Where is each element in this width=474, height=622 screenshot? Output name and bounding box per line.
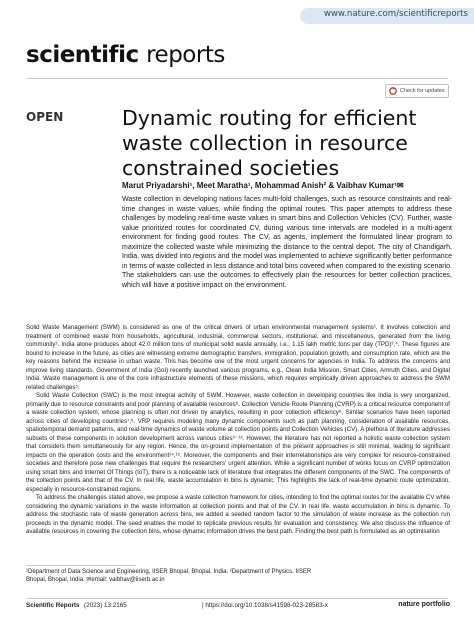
page-footer [26, 600, 450, 612]
footer-doi-link[interactable]: | https://doi.org/10.1038/s41598-023-28583-x [202, 602, 328, 609]
footer-journal: Scientific Reports [26, 602, 80, 609]
journal-logo[interactable] [26, 42, 225, 68]
refresh-icon [389, 87, 397, 95]
article-body [26, 324, 450, 537]
body-paragraph: To address the challenges stated above, we propose a waste collection framework for cities, intending to find the optimal routes for the available CV while considering the dynamic variations in the waste information at collection points and that of the CV. In real life, waste accumulation in bins is dynamic. To address the stochastic rate of waste generation across bins, we added a seeded random factor to the simulation of waste increase as the collection run proceeds in the dynamic model. The seed enables the model to replicate previous results for evaluation and consistency. We also discuss the influence of available resources in covering the collection bins, whose dynamic information drives the best path. Finding the best path is formulated as an optimisation [26, 494, 450, 535]
body-paragraph: Solid Waste Management (SWM) is considered as one of the critical drivers of urban environmental management systems¹. It involves collection and treatment of combined waste from households, agricultural, industrial, commercial sectors, institutional, and miscellaneous, generated from the living community². India alone produces about 42.0 million tons of municipal solid waste annually, i.e., 1.15 lakh metric tons per day (TPD)³,⁴. These figures are bound to increase in the future, as cities are witnessing extreme demographic transfers, immigration, population growth, and consumption rate, which are the key reasons behind the increase in urban waste. This has become one of the most urgent concerns for agencies in India. To address the concerns and improve living standards, Government of India (GoI) recently launched various programs, e.g., Clean India Mission, Smart Cities, Amruth Cities, and Digital India. Waste management is one of the core infrastructure elements of these missions, which requires empirically driven approaches to address the SWM related challenges⁵. [26, 324, 450, 391]
article-title: Dynamic routing for efficient waste collection in resource constrained societies [122, 106, 417, 180]
abstract: Waste collection in developing nations faces multi-fold challenges, such as resource constraints and real-time changes in waste values, while finding the optimal routes. This paper attempts to address these challenges by modeling real-time waste values in smart bins and Collection Vehicles (CV). Further, waste value prioritized routes for coordinated CV, during various time intervals are modeled in a multi-agent environment for finding good routes. The CV, as agents, implement the formulated linear program to maximize the collected waste while minimizing the distance to the central depot. The city of Chandigarh, India, was divided into regions and the model was implemented to achieve significantly better performance in terms of waste collected in less distance and total bins covered when compared to the existing scenario. The stakeholders can use the outcomes to effectively plan the resources for better collection practices, which will have a positive impact on the environment. [122, 196, 452, 289]
check-updates-label: Check for updates [400, 88, 445, 94]
publisher-logo: nature portfolio [398, 601, 450, 608]
affiliations: ¹Department of Data Science and Engineering, IISER Bhopal, Bhopal, India. ²Department of Physics, IISER Bhopal, Bhopal, India. ✉email: vaibhav@iiserb.ac.in [26, 569, 312, 583]
affiliation-divider [26, 565, 136, 566]
journal-url[interactable]: www.nature.com/scientificreports [323, 9, 468, 19]
top-bar [0, 0, 474, 30]
logo-light: reports [146, 42, 225, 68]
logo-bold: scientific [26, 42, 139, 68]
footer-divider [26, 598, 448, 599]
author-list[interactable]: Marut Priyadarshi¹, Meet Maratha¹, Mohammad Anish² & Vaibhav Kumar¹✉ [122, 181, 404, 190]
open-access-label: OPEN [26, 110, 64, 124]
footer-pages: (2023) 13:2165 [84, 602, 127, 609]
body-paragraph: Solid Waste Collection (SWC) is the most integral activity of SWM. However, waste collection in developing countries like India is very unorganized, primarily due to resource constraints and poor planning of available resources⁶. Collection Vehicle Route Planning (CVRP) is a critical resource component of a waste collection system, whose planning is often not driven by analytics, resulting in poor collection efficiency⁶. Similar scenarios have been reported across cities of developing countries⁷,⁸. VRP requires modeling many dynamic components such as path planning, consideration of available resources, spatiotemporal demand patterns, and real-time dynamics of waste volume at collection points and Collection Vehicles (CV). A plethora of literature addresses subsets of these components in solution development across various cities⁹⁻¹³. However, the literature has not reported a holistic waste collection system that considers them simultaneously for any region. Hence, the on-ground implementation of the present approaches is still minimal, leading to significant impacts on the operation costs and the environment¹⁴,¹⁵. Moreover, the components and their interrelationships are very complex for resource-constrained societies and therefore pose new challenges that require the researchers' urgent attention. While a significant number of works focus on CVRP optimization using smart bins and Internet Of Things (IoT), there is a noticeable lack of literature that integrates the different components of the SWC. The components of the collection points and that of the CV. In real life, waste accumulation in bins is dynamic. This highlights the lack of real-time dynamic route optimization, especially in resource-constrained regions. [26, 392, 450, 493]
header-divider [26, 78, 448, 79]
check-for-updates-button[interactable] [385, 84, 449, 98]
